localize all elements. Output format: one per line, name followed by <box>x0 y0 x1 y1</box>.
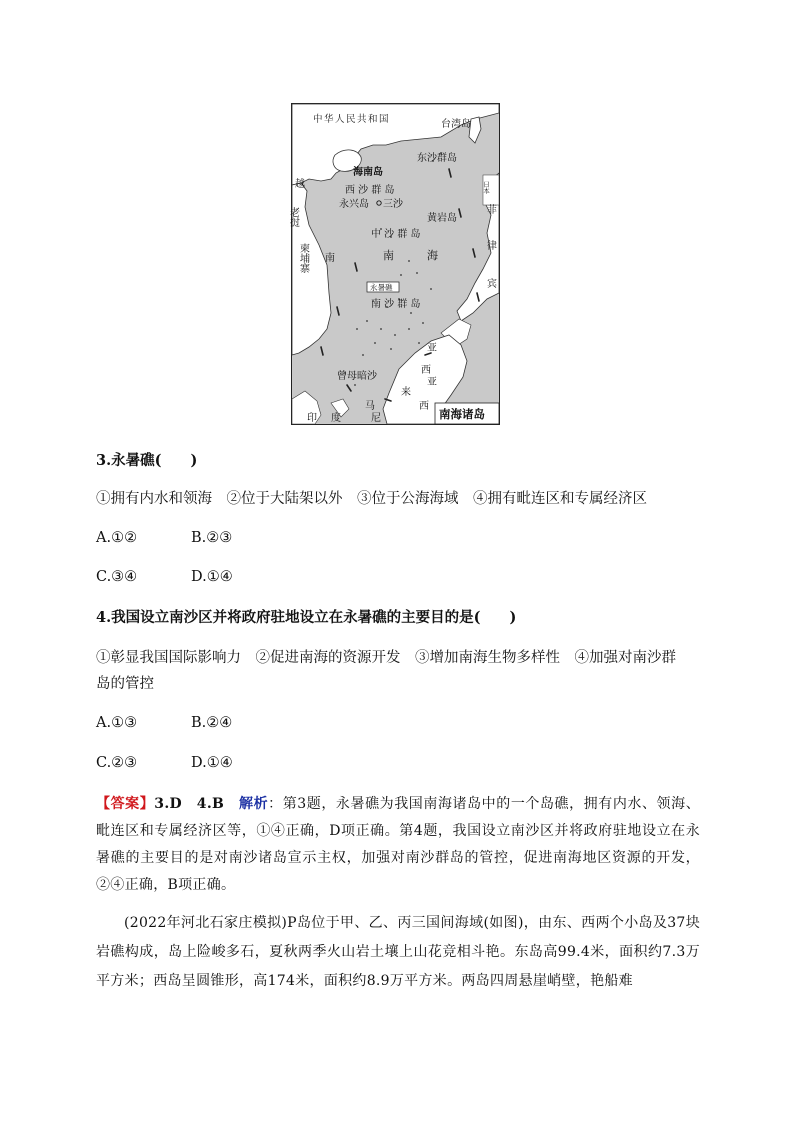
label-brunei-ya: 亚 <box>427 377 437 388</box>
label-china: 中华人民共和国 <box>313 114 391 125</box>
south-china-sea-map <box>287 103 500 425</box>
analysis-tag: 解析 <box>239 796 269 812</box>
label-hainan: 海南岛 <box>353 167 383 178</box>
label-zhongsha: 中 沙 群 岛 <box>371 229 421 240</box>
q3-option-d: D.①④ <box>191 569 233 585</box>
label-philippines-fei: 菲 <box>487 205 497 216</box>
label-indonesia-yin: 印 <box>307 413 317 424</box>
q3-items: ①拥有内水和领海 ②位于大陆架以外 ③位于公海海域 ④拥有毗连区和专属经济区 <box>96 491 647 507</box>
q4-stem: 4.我国设立南沙区并将政府驻地设立在永暑礁的主要目的是( ) <box>96 609 517 626</box>
label-philippines-lv: 律 <box>487 241 497 252</box>
q3-option-c: C.③④ <box>96 569 138 585</box>
passage-text: (2022年河北石家庄模拟)P岛位于甲、乙、丙三国间海域(如图)，由东、西两个小岛及37块岩礁构成，岛上险峻多石，夏秋两季火山岩土壤上山花竞相斗艳。东岛高99.4米，面积约7.3万平方米；西岛呈圆锥形，高174米，面积约8.9万平方米。两岛四周悬崖峭壁，艳船难 <box>96 915 700 989</box>
label-brunei-xi: 西 <box>419 401 429 412</box>
label-xisha: 西 沙 群 岛 <box>345 185 395 196</box>
analysis-text: ：第3题，永暑礁为我国南海诸岛中的一个岛礁，拥有内水、领海、毗连区和专属经济区等，①④正确，D项正确。第4题，我国设立南沙区并将政府驻地设立在永暑礁的主要目的是对南沙诸岛宣示主权，加强对南沙群岛的管控，促进南海地区资源的开发，②④正确，B项正确。 <box>96 796 700 893</box>
q3-stem: 3.永暑礁( ) <box>96 452 198 469</box>
label-hai-sea: 海 <box>427 249 438 262</box>
label-vietnam-yue: 越 <box>295 179 305 190</box>
label-malaysia-xi: 西 <box>421 365 431 376</box>
q3-option-b: B.②③ <box>191 530 233 546</box>
label-sansha: 三沙 <box>383 199 403 210</box>
answer-tag: 【答案】 <box>96 796 155 812</box>
label-indonesia-du: 度 <box>331 413 341 424</box>
label-vietnam-nan: 南 <box>325 253 335 264</box>
label-malaysia-ya-top: 亚 <box>427 343 437 354</box>
label-zengmu: 曾母暗沙 <box>337 371 377 382</box>
q3-option-a: A.①② <box>96 530 138 546</box>
label-japan: 日本 <box>482 181 490 194</box>
label-huangyan: 黄岩岛 <box>427 213 457 224</box>
answer-keys: 3.D 4.B <box>154 796 239 812</box>
label-malaysia-ma: 马 <box>365 401 375 412</box>
label-nan-sea: 南 <box>383 249 394 262</box>
label-laos: 老挝 <box>287 207 299 227</box>
label-yongxing: 永兴岛 <box>339 199 369 210</box>
label-taiwan: 台湾岛 <box>441 119 471 130</box>
q4-items-line2: 岛的管控 <box>96 676 154 692</box>
label-malaysia-lai: 来 <box>401 387 411 398</box>
label-nansha: 南 沙 群 岛 <box>371 299 421 310</box>
label-yongshu: 永暑礁 <box>370 283 393 292</box>
q4-option-d: D.①④ <box>191 755 233 771</box>
label-cambodia: 柬埔寨 <box>297 243 309 273</box>
answer-block <box>96 791 700 899</box>
q4-option-c: C.②③ <box>96 755 138 771</box>
map-title: 南海诸岛 <box>439 407 485 421</box>
q4-option-b: B.②④ <box>191 715 233 731</box>
q4-option-a: A.①③ <box>96 715 138 731</box>
q4-items-line1: ①彰显我国国际影响力 ②促进南海的资源开发 ③增加南海生物多样性 ④加强对南沙群 <box>96 650 676 666</box>
label-philippines-bin: 宾 <box>487 279 497 290</box>
label-dongsha: 东沙群岛 <box>417 153 457 164</box>
label-indonesia-ni: 尼 <box>371 413 381 424</box>
